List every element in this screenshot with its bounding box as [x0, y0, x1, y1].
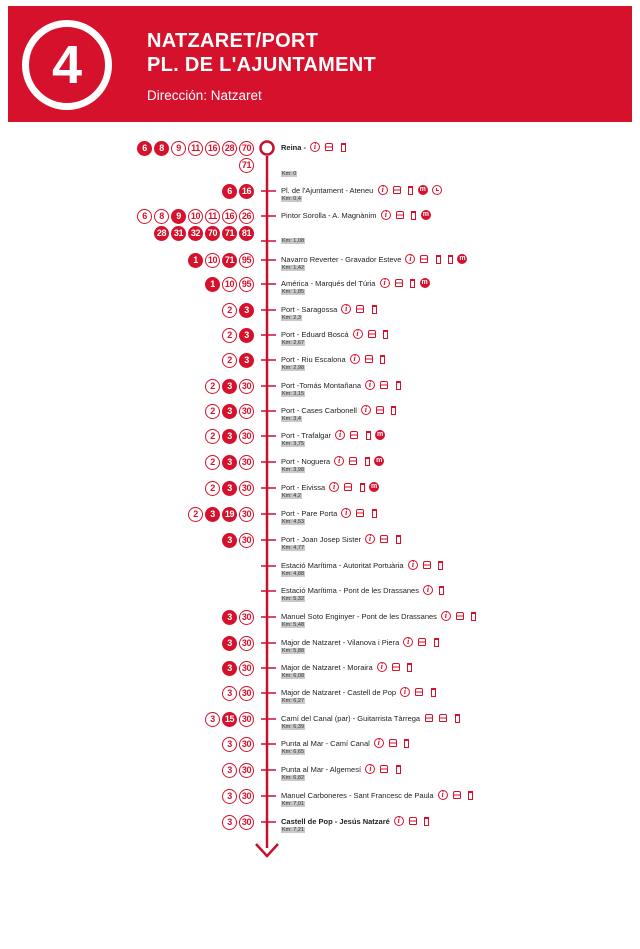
bus-icon[interactable] — [375, 405, 385, 415]
connection-badge-3[interactable]: 3 — [222, 686, 237, 701]
info-icon[interactable]: i — [394, 816, 404, 826]
info-icon[interactable]: i — [341, 508, 351, 518]
connection-badge-30[interactable]: 30 — [239, 661, 254, 676]
connection-badge-3[interactable]: 3 — [222, 610, 237, 625]
stop-name[interactable]: Port - Noguera — [281, 457, 331, 466]
stop-km-label: Km: 3,75 — [282, 441, 305, 447]
bus-icon[interactable] — [348, 456, 358, 466]
connection-badge-3[interactable]: 3 — [205, 507, 220, 522]
stop-name[interactable]: Port - Pare Porta — [281, 509, 338, 518]
bus-stop-icon[interactable] — [362, 456, 372, 466]
bus-stop-icon[interactable] — [452, 713, 462, 723]
stop-km-label: Km: 1,42 — [282, 265, 305, 271]
stop-name[interactable]: América - Marqués del Túria — [281, 279, 376, 288]
stop-name[interactable]: Reina - — [281, 143, 307, 152]
connection-badge-19[interactable]: 19 — [222, 507, 237, 522]
bus-stop-icon[interactable] — [378, 354, 388, 364]
stop-name[interactable]: Manuel Carboneres - Sant Francesc de Paula — [281, 791, 434, 800]
bus-stop-icon[interactable] — [393, 764, 403, 774]
connection-badge-1[interactable]: 1 — [205, 277, 220, 292]
bus-icon[interactable] — [422, 560, 432, 570]
stop-km-label: Km: 3,15 — [282, 391, 305, 397]
bus-icon[interactable] — [388, 738, 398, 748]
clock-icon[interactable] — [432, 185, 442, 195]
connection-badge-71[interactable]: 71 — [222, 253, 237, 268]
info-icon[interactable]: i — [377, 662, 387, 672]
connection-badge-2[interactable]: 2 — [188, 507, 203, 522]
stop-km-label: Km: 3,4 — [282, 416, 301, 422]
connection-badge-3[interactable]: 3 — [239, 328, 254, 343]
bus-icon[interactable] — [364, 354, 374, 364]
connection-badge-3[interactable]: 3 — [222, 737, 237, 752]
info-icon[interactable]: i — [353, 329, 363, 339]
bus-icon[interactable] — [324, 142, 334, 152]
stop-km-label: Km: 3,98 — [282, 467, 305, 473]
bus-stop-icon[interactable] — [402, 738, 412, 748]
connection-badge-9[interactable]: 9 — [171, 209, 186, 224]
info-icon[interactable]: i — [405, 254, 415, 264]
stop-km-label: Km: 1,08 — [282, 238, 305, 244]
stop-name[interactable]: Port - Eivissa — [281, 483, 326, 492]
connection-badge-30[interactable]: 30 — [239, 429, 254, 444]
bus-stop-icon[interactable] — [466, 790, 476, 800]
connection-badge-30[interactable]: 30 — [239, 404, 254, 419]
connection-badge-71[interactable]: 71 — [239, 158, 254, 173]
connection-badge-10[interactable]: 10 — [222, 277, 237, 292]
connection-badge-30[interactable]: 30 — [239, 815, 254, 830]
connection-badge-28[interactable]: 28 — [154, 226, 169, 241]
connection-badge-3[interactable]: 3 — [222, 404, 237, 419]
bus-icon[interactable] — [355, 508, 365, 518]
metro-icon[interactable]: m — [419, 186, 426, 193]
stop-name[interactable]: Estació Marítima - Autoritat Portuària — [281, 561, 404, 570]
connection-badge-2[interactable]: 2 — [222, 328, 237, 343]
connection-badge-3[interactable]: 3 — [222, 429, 237, 444]
stop-name[interactable]: Major de Natzaret - Moraira — [281, 663, 373, 672]
bus-stop-icon[interactable] — [428, 687, 438, 697]
stop-km-label: Km: 6,08 — [282, 673, 305, 679]
bus-icon[interactable] — [379, 380, 389, 390]
info-icon[interactable]: i — [365, 534, 375, 544]
stop-name[interactable]: Estació Marítima - Pont de les Drassanes — [281, 586, 419, 595]
bus-icon[interactable] — [392, 185, 402, 195]
stop-km-label: Km: 6,27 — [282, 698, 305, 704]
info-icon[interactable]: i — [441, 611, 451, 621]
info-icon[interactable]: i — [400, 687, 410, 697]
connection-badge-2[interactable]: 2 — [205, 429, 220, 444]
metro-icon[interactable]: m — [376, 457, 383, 464]
connection-badge-30[interactable]: 30 — [239, 507, 254, 522]
connection-badge-11[interactable]: 11 — [188, 141, 203, 156]
stop-km-label: Km: 0,4 — [282, 196, 301, 202]
bus-icon[interactable] — [424, 713, 434, 723]
connection-badge-10[interactable]: 10 — [205, 253, 220, 268]
stop-name[interactable]: Port - Joan Josep Sister — [281, 535, 362, 544]
stop-km-label: Km: 6,65 — [282, 749, 305, 755]
connection-badge-3[interactable]: 3 — [222, 379, 237, 394]
stop-name[interactable]: Castell de Pop - Jesús Natzaré — [281, 817, 390, 826]
bus-icon[interactable] — [355, 304, 365, 314]
connection-badge-3[interactable]: 3 — [239, 303, 254, 318]
connection-badge-3[interactable]: 3 — [239, 353, 254, 368]
bus-icon[interactable] — [455, 611, 465, 621]
info-icon[interactable]: i — [365, 380, 375, 390]
bus-icon[interactable] — [349, 430, 359, 440]
bus-icon[interactable] — [438, 713, 448, 723]
connection-badge-6[interactable]: 6 — [222, 184, 237, 199]
metro-icon[interactable]: m — [421, 279, 428, 286]
bus-icon[interactable] — [408, 816, 418, 826]
connection-badge-30[interactable]: 30 — [239, 455, 254, 470]
connection-badge-3[interactable]: 3 — [222, 789, 237, 804]
stop-km-label: Km: 2,67 — [282, 340, 305, 346]
connection-badge-30[interactable]: 30 — [239, 789, 254, 804]
stop-name[interactable]: Camí del Canal (par) - Guitarrista Tàrrega — [281, 714, 421, 723]
stop-name[interactable]: Port - Riu Escalona — [281, 355, 346, 364]
bus-icon[interactable] — [367, 329, 377, 339]
route-title-line1: NATZARET/PORT — [147, 30, 319, 52]
info-icon[interactable]: i — [329, 482, 339, 492]
bus-stop-icon[interactable] — [445, 254, 455, 264]
connection-badge-2[interactable]: 2 — [205, 404, 220, 419]
stop-km-label: Km: 6,39 — [282, 724, 305, 730]
connection-badge-16[interactable]: 16 — [222, 209, 237, 224]
stop-name[interactable]: Port - Cases Carbonell — [281, 406, 357, 415]
connection-badge-26[interactable]: 26 — [239, 209, 254, 224]
info-icon[interactable]: i — [438, 790, 448, 800]
bus-icon[interactable] — [417, 637, 427, 647]
connection-badge-15[interactable]: 15 — [222, 712, 237, 727]
stop-km-label: Km: 1,85 — [282, 289, 305, 295]
bus-stop-icon[interactable] — [433, 254, 443, 264]
metro-icon[interactable]: m — [377, 431, 384, 438]
bus-stop-icon[interactable] — [381, 329, 391, 339]
connection-badge-30[interactable]: 30 — [239, 712, 254, 727]
bus-icon[interactable] — [379, 764, 389, 774]
connection-badge-2[interactable]: 2 — [205, 481, 220, 496]
terminal-stop-marker — [261, 142, 274, 155]
connection-badge-81[interactable]: 81 — [239, 226, 254, 241]
info-icon[interactable]: i — [310, 142, 320, 152]
bus-stop-icon[interactable] — [369, 508, 379, 518]
stop-name[interactable]: Manuel Soto Enginyer - Pont de les Drassanes — [281, 612, 437, 621]
info-icon[interactable]: i — [341, 304, 351, 314]
bus-stop-icon[interactable] — [409, 210, 419, 220]
bus-icon[interactable] — [395, 210, 405, 220]
connection-badge-11[interactable]: 11 — [205, 209, 220, 224]
metro-icon[interactable]: m — [459, 255, 466, 262]
connection-badge-30[interactable]: 30 — [239, 636, 254, 651]
info-icon[interactable]: i — [403, 637, 413, 647]
bus-stop-icon[interactable] — [406, 185, 416, 195]
connection-badge-28[interactable]: 28 — [222, 141, 237, 156]
stop-km-label: Km: 2,3 — [282, 315, 301, 321]
connection-badge-16[interactable]: 16 — [239, 184, 254, 199]
info-icon[interactable]: i — [408, 560, 418, 570]
info-icon[interactable]: i — [365, 764, 375, 774]
info-icon[interactable]: i — [334, 456, 344, 466]
info-icon[interactable]: i — [350, 354, 360, 364]
bus-stop-icon[interactable] — [393, 534, 403, 544]
bus-icon[interactable] — [452, 790, 462, 800]
stop-name[interactable]: Punta al Mar - Algemesí — [281, 765, 362, 774]
bus-stop-icon[interactable] — [437, 585, 447, 595]
connection-badge-2[interactable]: 2 — [205, 455, 220, 470]
connection-badge-95[interactable]: 95 — [239, 277, 254, 292]
bus-stop-icon[interactable] — [369, 304, 379, 314]
connection-badge-71[interactable]: 71 — [222, 226, 237, 241]
connection-badge-10[interactable]: 10 — [188, 209, 203, 224]
bus-icon[interactable] — [343, 482, 353, 492]
stop-km-label: Km: 5,32 — [282, 596, 305, 602]
connection-badge-31[interactable]: 31 — [171, 226, 186, 241]
info-icon[interactable]: i — [335, 430, 345, 440]
connection-badge-16[interactable]: 16 — [205, 141, 220, 156]
connection-badge-70[interactable]: 70 — [239, 141, 254, 156]
stop-km-label: Km: 5,88 — [282, 648, 305, 654]
stop-km-label: Km: 4,88 — [282, 571, 305, 577]
bus-icon[interactable] — [419, 254, 429, 264]
connection-badge-2[interactable]: 2 — [222, 353, 237, 368]
connection-badge-3[interactable]: 3 — [222, 455, 237, 470]
metro-icon[interactable]: m — [371, 483, 378, 490]
stop-km-label: Km: 6,82 — [282, 775, 305, 781]
metro-icon[interactable]: m — [422, 211, 429, 218]
stop-km-label: Km: 4,2 — [282, 493, 301, 499]
bus-stop-icon[interactable] — [469, 611, 479, 621]
connection-badge-30[interactable]: 30 — [239, 737, 254, 752]
stop-name[interactable]: Port -Tomás Montañana — [281, 381, 362, 390]
route-number-badge: 4 — [22, 20, 112, 110]
bus-stop-icon[interactable] — [338, 142, 348, 152]
connection-badge-3[interactable]: 3 — [222, 533, 237, 548]
connection-badge-32[interactable]: 32 — [188, 226, 203, 241]
bus-stop-icon[interactable] — [436, 560, 446, 570]
stop-km-label: Km: 5,48 — [282, 622, 305, 628]
stop-name[interactable]: Punta al Mar - Camí Canal — [281, 739, 370, 748]
bus-icon[interactable] — [391, 662, 401, 672]
bus-stop-icon[interactable] — [389, 405, 399, 415]
connection-badge-3[interactable]: 3 — [222, 481, 237, 496]
connection-badge-30[interactable]: 30 — [239, 379, 254, 394]
connection-badge-3[interactable]: 3 — [222, 815, 237, 830]
bus-icon[interactable] — [379, 534, 389, 544]
connection-badge-70[interactable]: 70 — [205, 226, 220, 241]
bus-stop-icon[interactable] — [431, 637, 441, 647]
bus-stop-icon[interactable] — [363, 430, 373, 440]
route-direction: Dirección: Natzaret — [147, 88, 262, 103]
stop-name[interactable]: Port - Trafalgar — [281, 431, 332, 440]
bus-stop-icon[interactable] — [408, 278, 418, 288]
connection-badge-6[interactable]: 6 — [137, 209, 152, 224]
bus-icon[interactable] — [394, 278, 404, 288]
info-icon[interactable]: i — [378, 185, 388, 195]
connection-badge-30[interactable]: 30 — [239, 610, 254, 625]
stop-name[interactable]: Pintor Sorolla - A. Magnànim — [281, 211, 377, 220]
info-icon[interactable]: i — [361, 405, 371, 415]
stop-name[interactable]: Port - Saragossa — [281, 305, 338, 314]
connection-badge-3[interactable]: 3 — [205, 712, 220, 727]
stop-name[interactable]: Pl. de l'Ajuntament - Ateneu — [281, 186, 374, 195]
stop-km-label: Km: 4,53 — [282, 519, 305, 525]
connection-badge-8[interactable]: 8 — [154, 141, 169, 156]
stop-name[interactable]: Major de Natzaret - Castell de Pop — [281, 688, 397, 697]
connection-badge-30[interactable]: 30 — [239, 763, 254, 778]
stop-km-label: Km: 0 — [282, 171, 297, 177]
connection-badge-2[interactable]: 2 — [205, 379, 220, 394]
connection-badge-9[interactable]: 9 — [171, 141, 186, 156]
route-title-line2: PL. DE L'AJUNTAMENT — [147, 54, 376, 76]
connection-badge-30[interactable]: 30 — [239, 686, 254, 701]
stop-km-label: Km: 7,01 — [282, 801, 305, 807]
connection-badge-95[interactable]: 95 — [239, 253, 254, 268]
stop-km-label: Km: 4,77 — [282, 545, 305, 551]
bus-icon[interactable] — [414, 687, 424, 697]
connection-badge-8[interactable]: 8 — [154, 209, 169, 224]
stop-name[interactable]: Major de Natzaret - Vilanova i Piera — [281, 638, 400, 647]
connection-badge-30[interactable]: 30 — [239, 533, 254, 548]
connection-badge-1[interactable]: 1 — [188, 253, 203, 268]
connection-badge-3[interactable]: 3 — [222, 763, 237, 778]
stop-km-label: Km: 2,98 — [282, 365, 305, 371]
info-icon[interactable]: i — [374, 738, 384, 748]
stop-km-label: Km: 7,21 — [282, 827, 305, 833]
connection-badge-30[interactable]: 30 — [239, 481, 254, 496]
connection-badge-3[interactable]: 3 — [222, 661, 237, 676]
bus-stop-icon[interactable] — [393, 380, 403, 390]
bus-stop-icon[interactable] — [405, 662, 415, 672]
bus-stop-icon[interactable] — [422, 816, 432, 826]
info-icon[interactable]: i — [380, 278, 390, 288]
connection-badge-2[interactable]: 2 — [222, 303, 237, 318]
connection-badge-6[interactable]: 6 — [137, 141, 152, 156]
info-icon[interactable]: i — [423, 585, 433, 595]
bus-stop-icon[interactable] — [357, 482, 367, 492]
stop-name[interactable]: Navarro Reverter - Gravador Esteve — [281, 255, 402, 264]
info-icon[interactable]: i — [381, 210, 391, 220]
stop-name[interactable]: Port - Eduard Boscá — [281, 330, 349, 339]
connection-badge-3[interactable]: 3 — [222, 636, 237, 651]
